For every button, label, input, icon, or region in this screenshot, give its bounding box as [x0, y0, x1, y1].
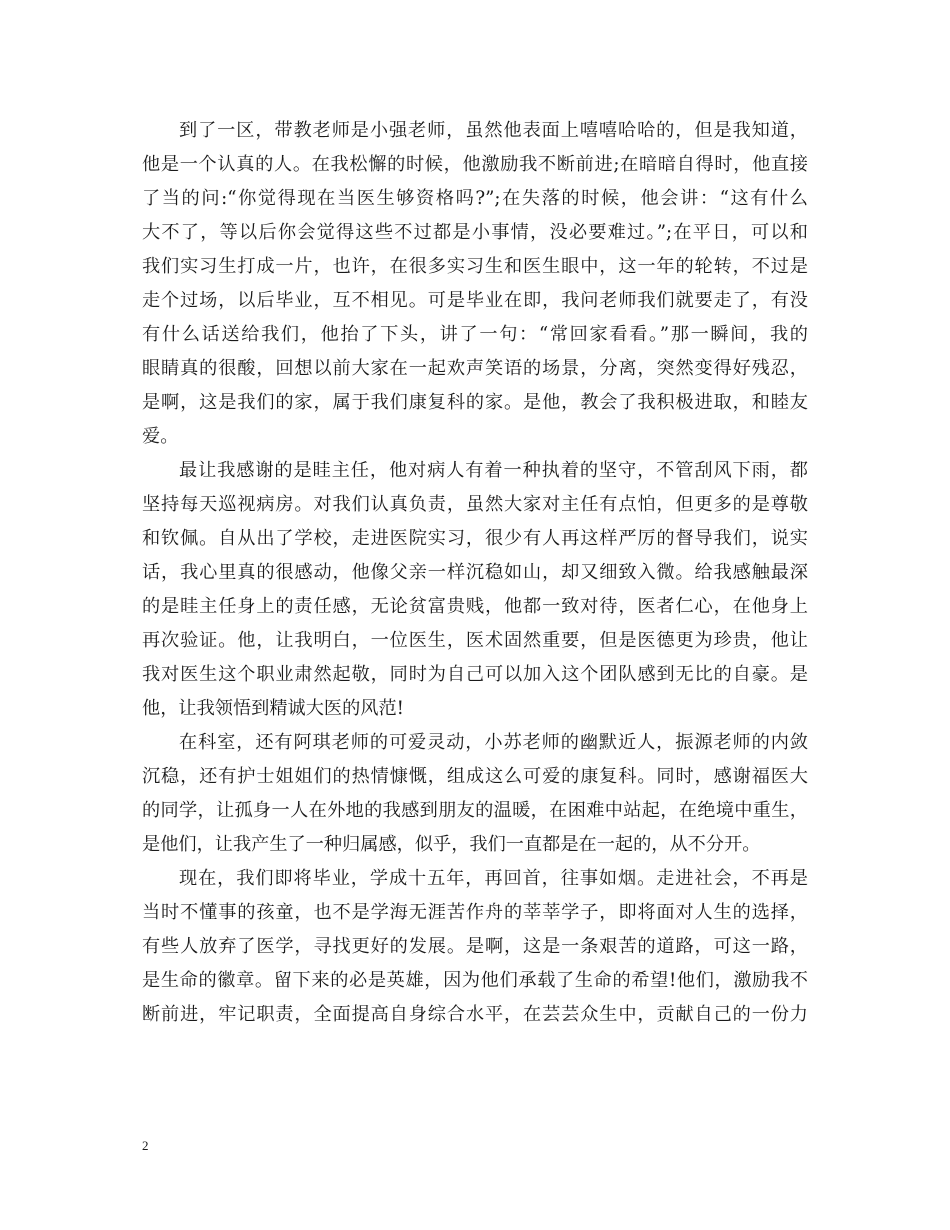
- page-number: 2: [142, 1138, 149, 1153]
- text-line: 有什么话送给我们，他抬了下头，讲了一句：“常回家看看。”那一瞬间，我的: [142, 324, 808, 345]
- text-line: 了当的问:“你觉得现在当医生够资格吗?”;在失落的时候，他会讲：“这有什么: [142, 188, 808, 209]
- text-line: 当时不懂事的孩童，也不是学海无涯苦作舟的莘莘学子，即将面对人生的选择，: [142, 902, 808, 923]
- text-line: 断前进，牢记职责，全面提高自身综合水平，在芸芸众生中，贡献自己的一份力: [142, 1004, 808, 1025]
- text-line: 现在，我们即将毕业，学成十五年，再回首，往事如烟。走进社会，不再是: [179, 868, 808, 889]
- text-line: 是生命的徽章。留下来的必是英雄，因为他们承载了生命的希望!他们，激励我不: [142, 970, 808, 991]
- text-line: 沉稳，还有护士姐姐们的热情慷慨，组成这么可爱的康复科。同时，感谢福医大: [142, 766, 808, 787]
- text-line: 眼睛真的很酸，回想以前大家在一起欢声笑语的场景，分离，突然变得好残忍，: [142, 358, 808, 379]
- text-line: 爱。: [142, 426, 179, 447]
- text-line: 再次验证。他，让我明白，一位医生，医术固然重要，但是医德更为珍贵，他让: [142, 630, 808, 651]
- text-line: 的同学，让孤身一人在外地的我感到朋友的温暖，在困难中站起，在绝境中重生，: [142, 800, 808, 821]
- text-line: 和钦佩。自从出了学校，走进医院实习，很少有人再这样严厉的督导我们，说实: [142, 528, 808, 549]
- text-line: 的是眭主任身上的责任感，无论贫富贵贱，他都一致对待，医者仁心，在他身上: [142, 596, 808, 617]
- text-line: 他，让我领悟到精诚大医的风范!: [142, 698, 404, 719]
- paragraph: [142, 726, 808, 862]
- paragraph: [142, 454, 808, 726]
- text-line: 最让我感谢的是眭主任，他对病人有着一种执着的坚守，不管刮风下雨，都: [179, 460, 808, 481]
- text-line: 大不了，等以后你会觉得这些不过都是小事情，没必要难过。”;在平日，可以和: [142, 222, 808, 243]
- text-line: 走个过场，以后毕业，互不相见。可是毕业在即，我问老师我们就要走了，有没: [142, 290, 808, 311]
- paragraph: [142, 114, 808, 454]
- text-line: 我们实习生打成一片，也许，在很多实习生和医生眼中，这一年的轮转，不过是: [142, 256, 808, 277]
- text-line: 话，我心里真的很感动，他像父亲一样沉稳如山，却又细致入微。给我感触最深: [142, 562, 808, 583]
- text-line: 到了一区，带教老师是小强老师，虽然他表面上嘻嘻哈哈的，但是我知道，: [179, 120, 808, 141]
- text-line: 是他们，让我产生了一种归属感，似乎，我们一直都是在一起的，从不分开。: [142, 834, 761, 855]
- paragraph: [142, 862, 808, 1032]
- text-line: 他是一个认真的人。在我松懈的时候，他激励我不断前进;在暗暗自得时，他直接: [142, 154, 808, 175]
- text-line: 是啊，这是我们的家，属于我们康复科的家。是他，教会了我积极进取，和睦友: [142, 392, 808, 413]
- text-line: 坚持每天巡视病房。对我们认真负责，虽然大家对主任有点怕，但更多的是尊敬: [142, 494, 808, 515]
- text-line: 有些人放弃了医学，寻找更好的发展。是啊，这是一条艰苦的道路，可这一路，: [142, 936, 808, 957]
- text-line: 我对医生这个职业肃然起敬，同时为自己可以加入这个团队感到无比的自豪。是: [142, 664, 808, 685]
- document-body: [142, 114, 808, 1032]
- text-line: 在科室，还有阿琪老师的可爱灵动，小苏老师的幽默近人，振源老师的内敛: [179, 732, 808, 753]
